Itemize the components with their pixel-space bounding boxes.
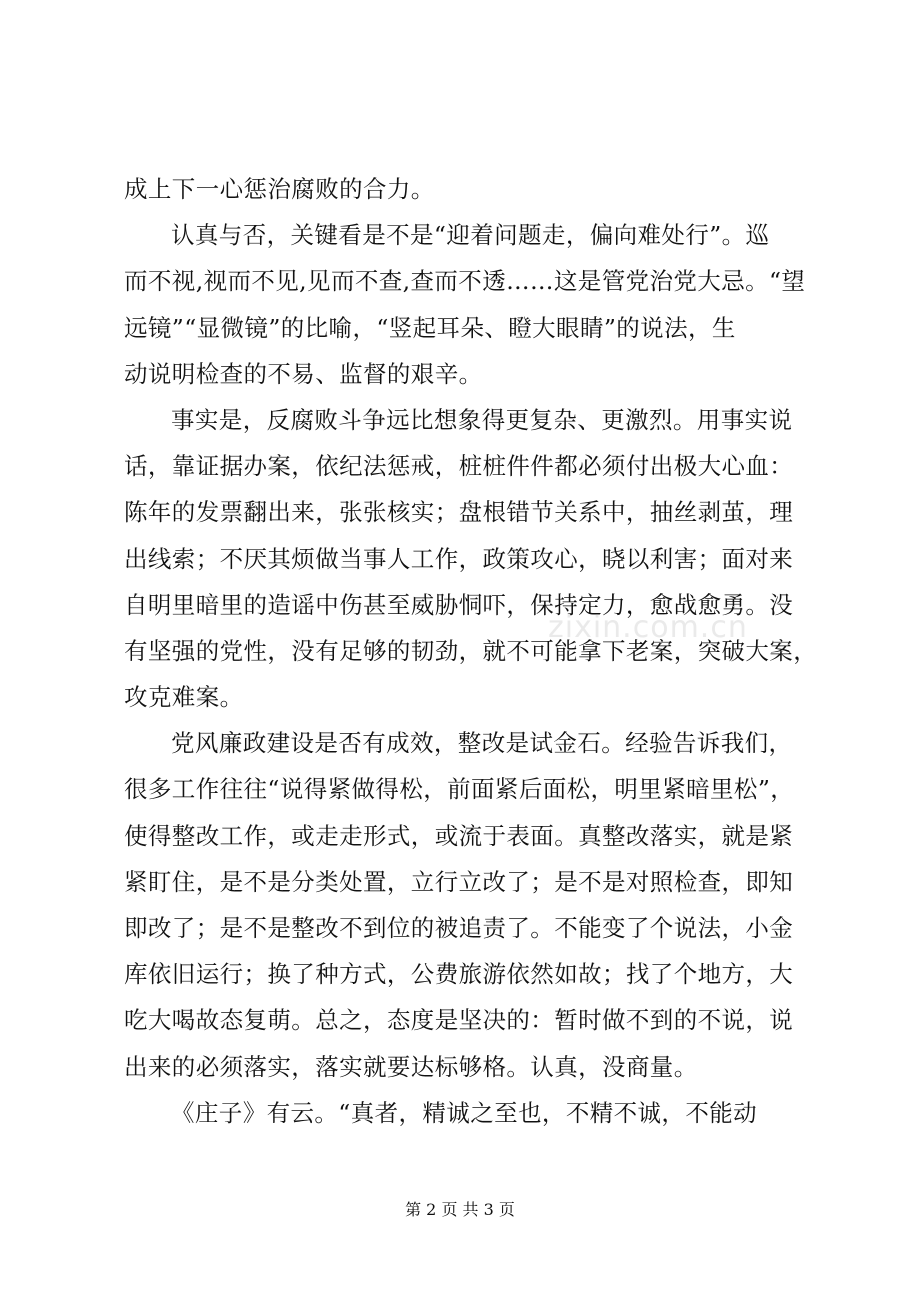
text-line: 认真与否，关键看是不是“迎着问题走，偏向难处行”。巡 xyxy=(171,221,770,250)
text-line: 话，靠证据办案，依纪法惩戒，桩桩件件都必须付出极大心血： xyxy=(124,452,794,481)
text-line: 使得整改工作，或走走形式，或流于表面。真整改落实，就是紧 xyxy=(124,821,794,850)
text-line: 事实是，反腐败斗争远比想象得更复杂、更激烈。用事实说 xyxy=(171,405,793,434)
text-line: 自明里暗里的造谣中伤甚至威胁恫吓，保持定力，愈战愈勇。没 xyxy=(124,590,794,619)
text-line: 出线索；不厌其烦做当事人工作，政策攻心，晓以利害；面对来 xyxy=(124,544,794,573)
text-line: 出来的必须落实，落实就要达标够格。认真，没商量。 xyxy=(124,1052,698,1081)
text-line: 成上下一心惩治腐败的合力。 xyxy=(124,175,435,203)
text-line: 很多工作往往“说得紧做得松，前面紧后面松，明里紧暗里松”， xyxy=(124,775,795,804)
text-line: 吃大喝故态复萌。总之，态度是坚决的：暂时做不到的不说，说 xyxy=(124,1006,794,1035)
text-line: 有坚强的党性，没有足够的韧劲，就不可能拿下老案，突破大案， xyxy=(124,636,818,665)
text-line: 而不视,视而不见,见而不查,查而不透……这是管党治党大忌。“望 xyxy=(124,267,806,296)
page-footer: 第 2 页 共 3 页 xyxy=(405,1200,515,1219)
text-line: 《庄子》有云。“真者，精诚之至也，不精不诚，不能动 xyxy=(171,1098,758,1127)
watermark: zixin.com.cn xyxy=(548,610,748,645)
text-line: 即改了；是不是整改不到位的被追责了。不能变了个说法，小金 xyxy=(124,914,794,942)
body-text xyxy=(124,166,818,1136)
text-line: 党风廉政建设是否有成效，整改是试金石。经验告诉我们， xyxy=(171,729,793,758)
text-line: 攻克难案。 xyxy=(124,683,244,712)
text-line: 库依旧运行；换了种方式，公费旅游依然如故；找了个地方，大 xyxy=(124,960,794,989)
text-line: 远镜”“显微镜”的比喻，“竖起耳朵、瞪大眼睛”的说法，生 xyxy=(124,313,736,342)
text-line: 陈年的发票翻出来，张张核实；盘根错节关系中，抽丝剥茧，理 xyxy=(124,498,794,527)
text-line: 紧盯住，是不是分类处置，立行立改了；是不是对照检查，即知 xyxy=(124,867,794,896)
text-line: 动说明检查的不易、监督的艰辛。 xyxy=(124,359,483,388)
